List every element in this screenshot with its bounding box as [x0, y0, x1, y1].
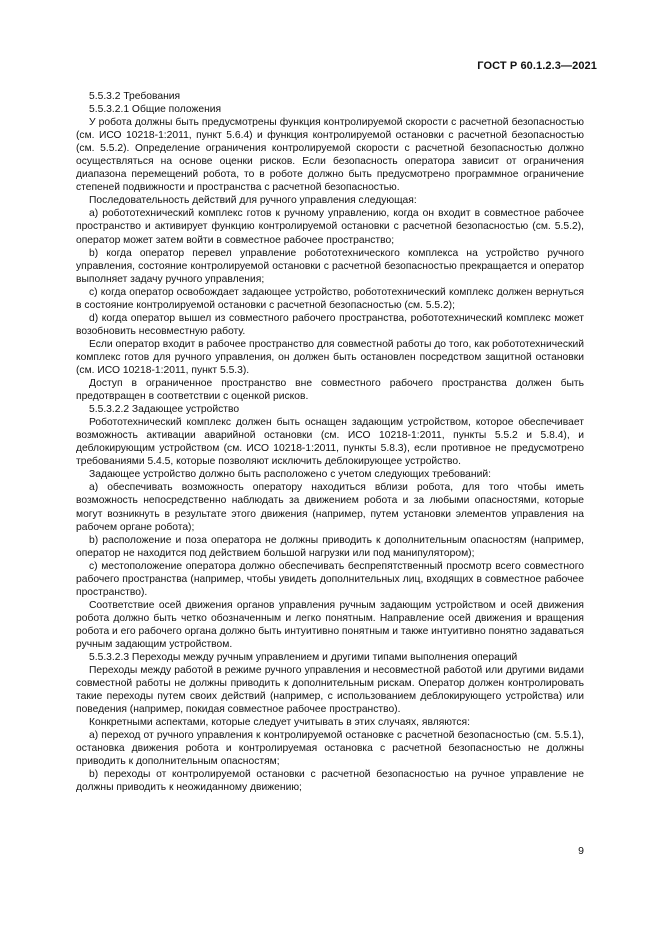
subsection-heading: 5.5.3.2.2 Задающее устройство — [89, 404, 240, 416]
section-heading: 5.5.3.2 Требования — [89, 91, 181, 102]
paragraph: Конкретными аспектами, которые следует учитывать в этих случаях, являются: — [89, 717, 470, 729]
page-number: 9 — [578, 845, 584, 857]
list-item: b) когда оператор перевел управление робототехнического комплекса на устройство ручного управления, состояние контролируемой остановки с расчетной безопасностью прекращается и оператор выполняет задачу ручного управления; — [76, 247, 584, 285]
paragraph: Задающее устройство должно быть расположено с учетом следующих требований: — [89, 469, 491, 481]
subsection-heading: 5.5.3.2.1 Общие положения — [89, 104, 222, 116]
paragraph: Переходы между работой в режиме ручного управления и несовместной работой или другими видами совместной работы не должны приводить к дополнительным рискам. Оператор должен контролировать такие переходы путем своих действий (например, с использованием деблокирующего устройства) или поведения (например, покидая совместное рабочее пространство). — [76, 665, 584, 716]
list-item: a) обеспечивать возможность оператору находиться вблизи робота, для того чтобы иметь возможность непосредственно наблюдать за движением робота и за любыми опасностями, которые могут возникнуть в результате этого движения (например, путем установки элементов управления на рабочем органе робота); — [76, 482, 584, 533]
paragraph: У робота должны быть предусмотрены функция контролируемой скорости с расчетной безопасностью (см. ИСО 10218-1:2011, пункт 5.6.4) и функция контролируемой остановки с расчетной безопасностью (см. 5.5.2). Определение ограничения контролируемой скорости с расчетной безопасностью должно осуществляться на основе оценки рисков. Если безопасность оператора зависит от ограничения диапазона перемещений робота, то в роботе должно быть предусмотрено программное ограничение степеней подвижности и пространства с расчетной безопасностью. — [76, 117, 584, 194]
paragraph: Робототехнический комплекс должен быть оснащен задающим устройством, которое обеспечивает возможность активации аварийной остановки (см. ИСО 10218-1:2011, пункты 5.5.2 и 5.8.4), и деблокирующим устройством (см. ИСО 10218-1:2011, пункты 5.8.3), если противное не предусмотрено требованиями 5.4.5, которые позволяют исключить деблокирующее устройство. — [76, 417, 584, 468]
paragraph: Последовательность действий для ручного управления следующая: — [89, 195, 417, 207]
list-item: b) расположение и поза оператора не должны приводить к дополнительным опасностям (например, оператор не находится под действием большой нагрузки или под манипулятором); — [76, 534, 584, 559]
document-id: ГОСТ Р 60.1.2.3—2021 — [477, 60, 597, 72]
body-text — [76, 90, 584, 795]
list-item: a) робототехнический комплекс готов к ручному управлению, когда он входит в совместное рабочее пространство и активирует функцию контролируемой остановки с расчетной безопасностью (см. 5.5.2), оператор может затем войти в совместное рабочее пространство; — [76, 208, 584, 246]
paragraph: Если оператор входит в рабочее пространство для совместной работы до того, как робототехнический комплекс готов для ручного управления, он должен быть остановлен посредством защитной остановки (см. ИСО 10218-1:2011, пункт 5.5.3). — [76, 338, 584, 376]
list-item: d) когда оператор вышел из совместного рабочего пространства, робототехнический комплекс может возобновить несовместную работу. — [76, 312, 584, 337]
paragraph: Доступ в ограниченное пространство вне совместного рабочего пространства должен быть предотвращен в соответствии с оценкой рисков. — [76, 378, 584, 403]
list-item: b) переходы от контролируемой остановки с расчетной безопасностью на ручное управление не должны приводить к неожиданному движению; — [76, 769, 584, 794]
subsection-heading: 5.5.3.2.3 Переходы между ручным управлением и другими типами выполнения операций — [89, 652, 518, 664]
paragraph: Соответствие осей движения органов управления ручным задающим устройством и осей движения робота должно быть четко обозначенным и легко понятным. Направление осей движения и вращения робота и его рабочего органа должно быть интуитивно понятным и также интуитивно понятно задаваться ручным задающим устройством. — [76, 599, 584, 650]
list-item: a) переход от ручного управления к контролируемой остановке с расчетной безопасностью (см. 5.5.1), остановка движения робота и контролируемая остановка с расчетной безопасностью не должны приводить к дополнительным опасностям; — [76, 730, 584, 768]
list-item: c) когда оператор освобождает задающее устройство, робототехнический комплекс должен вернуться в состояние контролируемой остановки с расчетной безопасностью (см. 5.5.2); — [76, 286, 584, 311]
list-item: c) местоположение оператора должно обеспечивать беспрепятственный просмотр всего совместного рабочего пространства (например, чтобы увидеть дополнительных лиц, входящих в совместное рабочее пространство). — [76, 560, 584, 598]
